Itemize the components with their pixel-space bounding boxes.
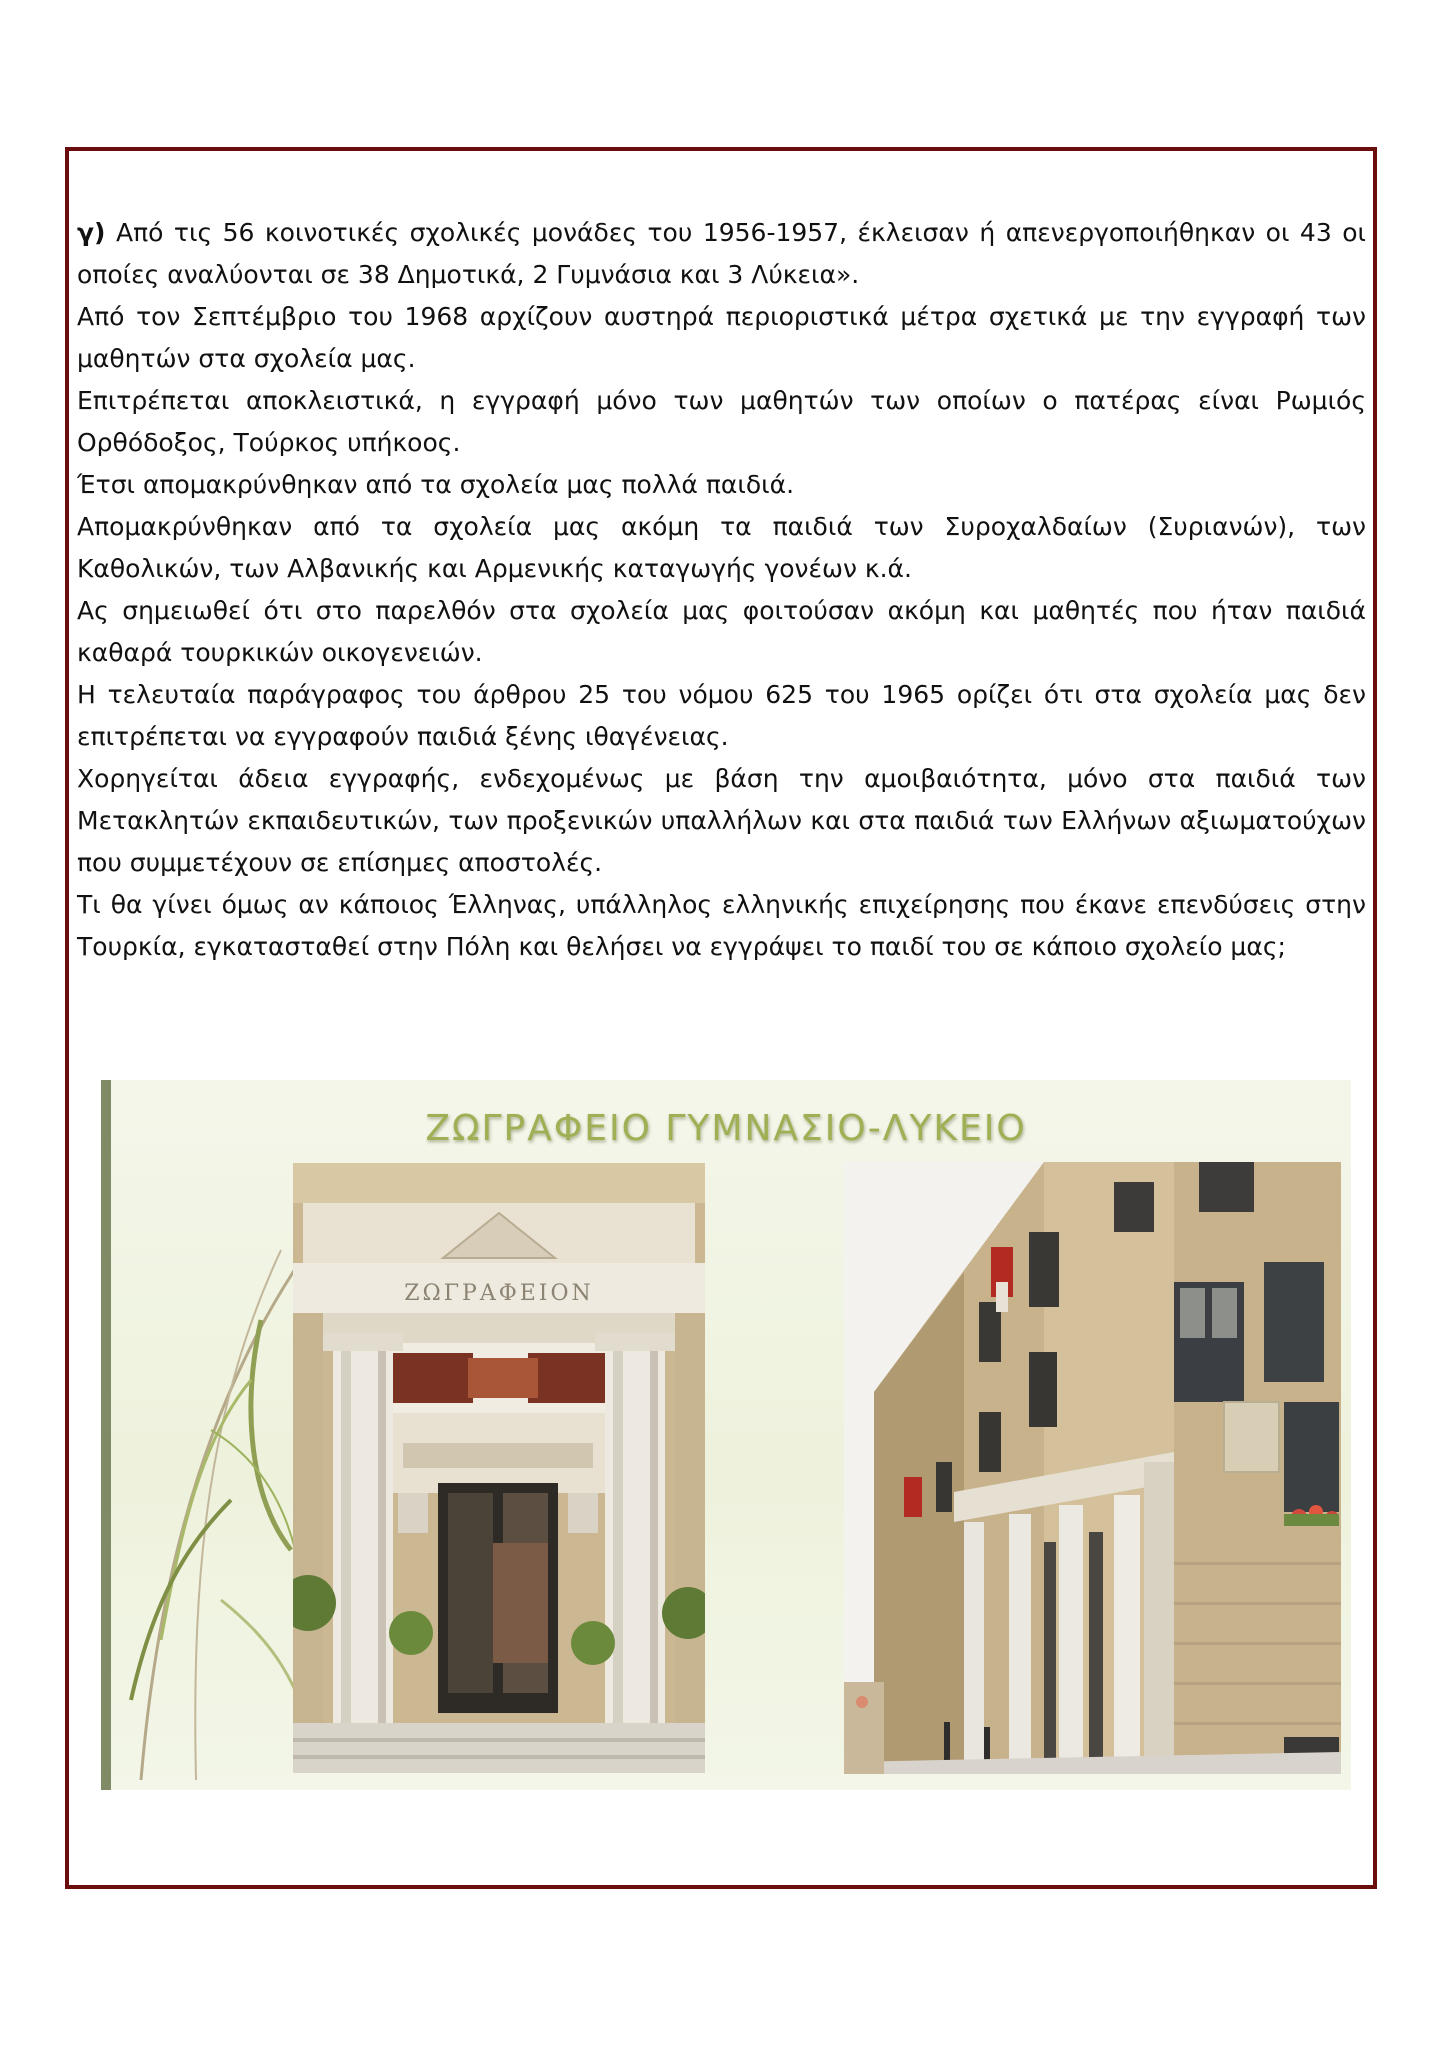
paragraph-lead: γ) <box>77 218 106 247</box>
paragraph-2: Από τον Σεπτέμβριο του 1968 αρχίζουν αυστηρά περιοριστικά μέτρα σχετικά με την εγγραφή των μαθητών στα σχολεία μας. <box>77 302 1366 373</box>
document-body <box>77 212 1366 968</box>
paragraph-6: Ας σημειωθεί ότι στο παρελθόν στα σχολεία μας φοιτούσαν ακόμη και μαθητές που ήταν παιδιά καθαρά τουρκικών οικογενειών. <box>77 596 1366 667</box>
photo-school-entrance <box>293 1163 705 1773</box>
slide-title: ΖΩΓΡΑΦΕΙΟ ΓΥΜΝΑΣΙΟ-ΛΥΚΕΙΟ <box>425 1108 1027 1149</box>
paragraph-9: Τι θα γίνει όμως αν κάποιος Έλληνας, υπάλληλος ελληνικής επιχείρησης που έκανε επενδύσεις στην Τουρκία, εγκατασταθεί στην Πόλη και θελήσει να εγγράψει το παιδί του σε κάποιο σχολείο μας; <box>77 890 1366 961</box>
paragraph-8: Χορηγείται άδεια εγγραφής, ενδεχομένως με βάση την αμοιβαιότητα, μόνο στα παιδιά των Μετακλητών εκπαιδευτικών, των προξενικών υπαλλήλων και στα παιδιά των Ελλήνων αξιωματούχων που συμμετέχουν σε επίσημες αποστολές. <box>77 764 1366 877</box>
paragraph-7: Η τελευταία παράγραφος του άρθρου 25 του νόμου 625 του 1965 ορίζει ότι στα σχολεία μας δεν επιτρέπεται να εγγραφούν παιδιά ξένης ιθαγένειας. <box>77 680 1366 751</box>
paragraph-1: γ) Από τις 56 κοινοτικές σχολικές μονάδες του 1956-1957, έκλεισαν ή απενεργοποιήθηκαν οι 43 οι οποίες αναλύονται σε 38 Δημοτικά, 2 Γυμνάσια και 3 Λύκεια». <box>77 218 1366 289</box>
photo-school-facade <box>844 1162 1341 1774</box>
paragraph-5: Απομακρύνθηκαν από τα σχολεία μας ακόμη τα παιδιά των Συροχαλδαίων (Συριανών), των Καθολικών, των Αλβανικής και Αρμενικής καταγωγής γονέων κ.ά. <box>77 512 1366 583</box>
school-slide <box>101 1080 1351 1790</box>
paragraph-3: Επιτρέπεται αποκλειστικά, η εγγραφή μόνο των μαθητών των οποίων ο πατέρας είναι Ρωμιός Ορθόδοξος, Τούρκος υπήκοος. <box>77 386 1366 457</box>
facade-inscription: ΖΩΓΡΑΦΕΙΟΝ <box>404 1281 594 1306</box>
paragraph-4: Έτσι απομακρύνθηκαν από τα σχολεία μας πολλά παιδιά. <box>77 470 795 499</box>
